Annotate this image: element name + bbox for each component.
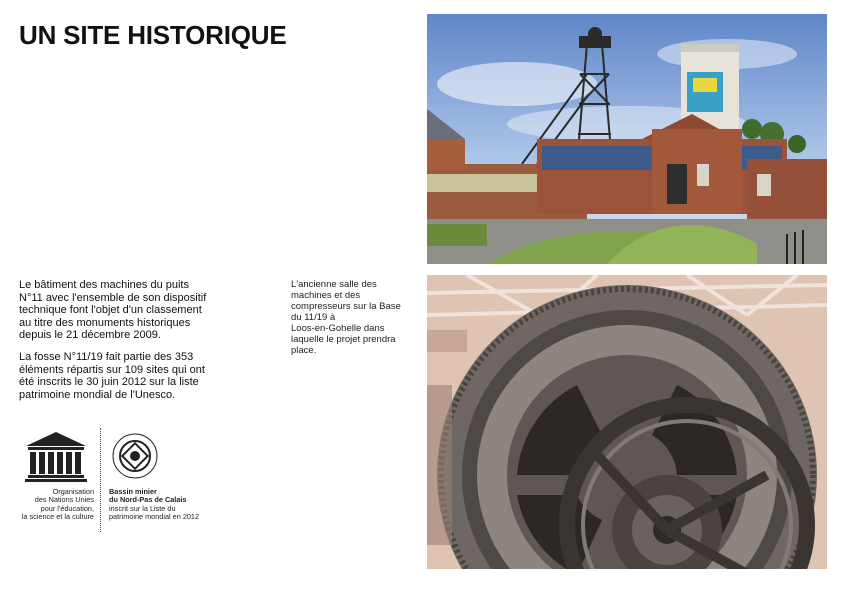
unesco-temple-icon: [18, 428, 94, 484]
body-text: [19, 279, 229, 410]
unesco-heritage-block: [18, 428, 218, 538]
unesco-divider: [100, 428, 101, 532]
unesco-org-text: Organisation des Nations Unies pour l'éducation, la science et la culture: [21, 487, 94, 522]
photo-caption: L'ancienne salle des machines et des compresseurs sur la Base du 11/19 à Loos-en-Gohelle dans laquelle le projet prendra place.: [291, 279, 401, 356]
world-heritage-logo: [109, 428, 229, 522]
paragraph-classement: Le bâtiment des machines du puits N°11 avec l'ensemble de son dispositif technique font l'objet d'un classement au titre des monuments historiques depuis le 21 décembre 2009.: [19, 279, 207, 342]
mine-headframe-photo: [427, 14, 827, 264]
bassin-minier-text: Bassin minier du Nord-Pas de Calais: [109, 487, 187, 505]
world-heritage-emblem-icon: [109, 428, 161, 480]
unesco-logo: [18, 428, 94, 522]
machine-flywheel-photo: [427, 275, 827, 569]
paragraph-unesco: La fosse N°11/19 fait partie des 353 éléments répartis sur 109 sites qui ont été inscrits le 30 juin 2012 sur la liste patrimoine mondial de l'Unesco.: [19, 350, 205, 401]
page-title: UN SITE HISTORIQUE: [19, 20, 287, 50]
inscription-text: inscrit sur la Liste du patrimoine mondial en 2012: [109, 504, 200, 522]
